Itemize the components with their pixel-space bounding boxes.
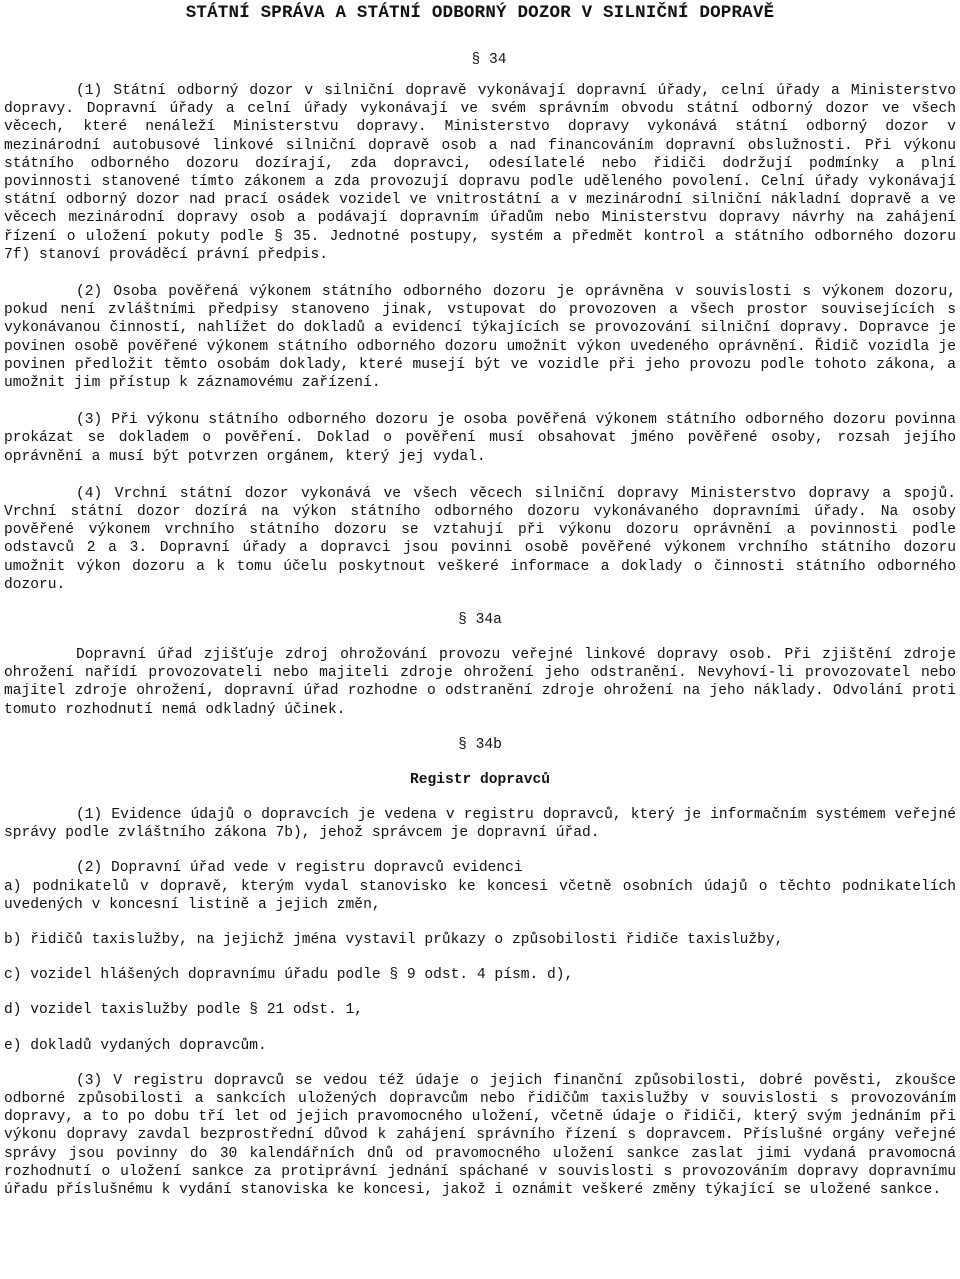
section-34b-title: Registr dopravců (409, 771, 551, 788)
section-34b-heading: § 34b (458, 736, 502, 753)
section-34-paragraph-4: (4) Vrchní státní dozor vykonává ve všech věcech silniční dopravy Ministerstvo dopravy a spojů. Vrchní státní dozor dozírá na výkon státního odborného dozoru vykonávaného dopravními úřady. Na osoby pověřené výkonem vrchního státního dozoru se vztahují při výkonu dozoru oprávnění a povinnosti podle odstavců 2 a 3. Dopravní úřady a dopravci jsou povinni osobě pověřené výkonem vrchního státního dozoru umožnit výkon dozoru a k tomu účelu poskytnout veškeré informace a doklady o činnosti státního odborného dozoru. (4, 485, 956, 593)
section-34b-item-e: e) dokladů vydaných dopravcům. (4, 1037, 267, 1054)
document-page (4, 0, 956, 1199)
section-34b-paragraph-1: (1) Evidence údajů o dopravcích je vedena v registru dopravců, který je informačním systémem veřejné správy podle zvláštního zákona 7b), jehož správcem je dopravní úřad. (4, 806, 956, 842)
section-34-paragraph-1: (1) Státní odborný dozor v silniční dopravě vykonávají dopravní úřady, celní úřady a Ministerstvo dopravy. Dopravní úřady a celní úřady vykonávají ve svém správním obvodu státní odborný dozor ve všech věcech, které nenáleží Ministerstvu dopravy. Ministerstvo dopravy vykonává státní odborný dozor v mezinárodní autobusové linkové silniční dopravě osob a nad financováním dopravní obslužnosti. Při výkonu státního odborného dozoru dozírají, zda dopravci, odesílatelé nebo řidiči dodržují podmínky a plní povinnosti stanovené tímto zákonem a zda provozují dopravu podle uděleného povolení. Celní úřady vykonávají státní odborný dozor nad prací osádek vozidel ve vnitrostátní a v mezinárodní silniční nákladní dopravě a ve věcech mezinárodní dopravy osob a podávají dopravním úřadům nebo Ministerstvu dopravy návrhy na zahájení řízení o uložení pokuty podle § 35. Jednotné postupy, systém a předmět kontrol a státního odborného dozoru 7f) stanoví prováděcí právní předpis. (4, 83, 956, 263)
section-34a-paragraph: Dopravní úřad zjišťuje zdroj ohrožování provozu veřejné linkové dopravy osob. Při zjištění zdroje ohrožení nařídí provozovateli nebo majiteli zdroje ohrožení jeho odstranění. Nevyhoví-li provozovatel nebo majitel zdroje ohrožení, dopravní úřad rozhodne o odstranění zdroje ohrožení na jeho náklady. Odvolání proti tomuto rozhodnutí nemá odkladný účinek. (4, 647, 956, 718)
section-34b-paragraph-2: (2) Dopravní úřad vede v registru dopravců evidenci (76, 860, 523, 877)
section-34a-heading: § 34a (458, 612, 502, 629)
section-34b-item-c: c) vozidel hlášených dopravnímu úřadu podle § 9 odst. 4 písm. d), (4, 967, 574, 984)
section-34b-item-d: d) vozidel taxislužby podle § 21 odst. 1, (4, 1002, 364, 1019)
section-34b-item-a: a) podnikatelů v dopravě, kterým vydal stanovisko ke koncesi včetně osobních údajů o těchto podnikatelích uvedených v koncesní listině a jejich změn, (4, 878, 956, 913)
section-34b-item-b: b) řidičů taxislužby, na jejichž jména vystavil průkazy o způsobilosti řidiče taxislužby, (4, 931, 784, 948)
section-34-heading: § 34 (471, 52, 507, 68)
section-34b-paragraph-3: (3) V registru dopravců se vedou též údaje o jejich finanční způsobilosti, dobré pověsti, zkoušce odborné způsobilosti a sankcích uložených dopravcům nebo řidičům taxislužby v souvislosti s provozováním dopravy, a to po dobu tří let od jejich pravomocného uložení, včetně údaje o řidiči, který svým jednáním při výkonu dopravy zavdal bezprostřední důvod k zahájení správního řízení s dopravcem. Příslušné orgány veřejné správy jsou povinny do 30 kalendářních dnů od pravomocného uložení sankce zaslat jimi vydaná pravomocná rozhodnutí o uložení sankce za protiprávní jednání spáchané v souvislosti s provozováním dopravy dopravnímu úřadu příslušnému k vydání stanoviska ke koncesi, jakož i oznámit veškeré změny týkající se uložené sankce. (4, 1072, 956, 1198)
section-34-paragraph-2: (2) Osoba pověřená výkonem státního odborného dozoru je oprávněna v souvislosti s výkonem dozoru, pokud není zvláštními předpisy stanoveno jinak, vstupovat do provozoven a všech prostor souvisejících s vykonávanou činností, nahlížet do dokladů a evidencí týkajících se provozování silniční dopravy. Dopravce je povinen osobě pověřené výkonem státního odborného dozoru umožnit výkon uvedeného oprávnění. Řidič vozidla je povinen předložit těmto osobám doklady, které musejí být ve vozidle při jeho provozu podle tohoto zákona, a umožnit jim přístup k záznamovému zařízení. (4, 284, 956, 392)
section-34-paragraph-3: (3) Při výkonu státního odborného dozoru je osoba pověřená výkonem státního odborného dozoru povinna prokázat se dokladem o pověření. Doklad o pověření musí obsahovat jméno pověřené osoby, rozsah jejího oprávnění a musí být potvrzen orgánem, který jej vydal. (4, 412, 956, 465)
document-title: STÁTNÍ SPRÁVA A STÁTNÍ ODBORNÝ DOZOR V SILNIČNÍ DOPRAVĚ (185, 3, 775, 23)
